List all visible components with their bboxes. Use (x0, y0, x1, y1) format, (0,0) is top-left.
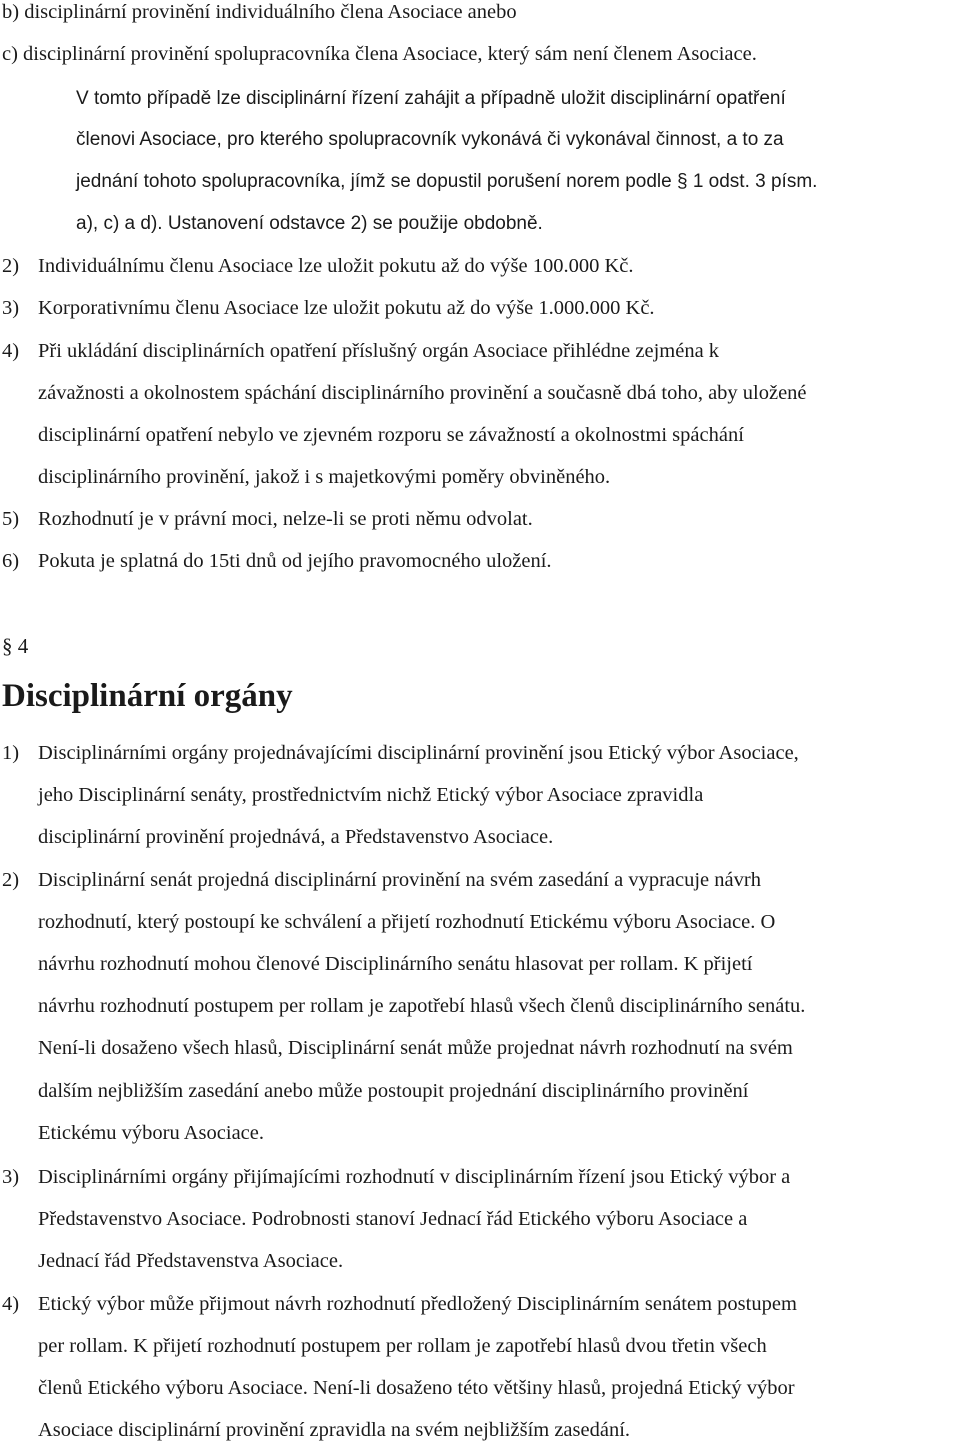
intro-line: a), c) a d). Ustanovení odstavce 2) se použije obdobně. (76, 213, 543, 234)
paragraph-line: Disciplinární senát projedná disciplinární provinění na svém zasedání a vypracuje návrh (38, 869, 761, 891)
intro-line: V tomto případě lze disciplinární řízení zahájit a případně uložit disciplinární opatření (76, 88, 786, 109)
paragraph-line: Pokuta je splatná do 15ti dnů od jejího pravomocného uložení. (38, 550, 552, 572)
section-number: § 4 (2, 634, 29, 658)
paragraph-line: Etický výbor může přijmout návrh rozhodnutí předložený Disciplinárním senátem postupem (38, 1293, 797, 1315)
list-item-b: b) disciplinární provinění individuálního člena Asociace anebo (2, 1, 517, 23)
section-title: Disciplinární orgány (2, 678, 293, 714)
paragraph-line: dalším nejbližším zasedání anebo může postoupit projednání disciplinárního provinění (38, 1080, 749, 1102)
paragraph-line: disciplinární opatření nebylo ve zjevném rozporu se závažností a okolnostmi spáchání (38, 424, 744, 446)
paragraph-line: disciplinárního provinění, jakož i s majetkovými poměry obviněného. (38, 466, 611, 488)
paragraph-line: Představenstvo Asociace. Podrobnosti stanoví Jednací řád Etického výboru Asociace a (38, 1208, 748, 1230)
paragraph-number: 1) (2, 742, 20, 764)
paragraph-line: členů Etického výboru Asociace. Není-li dosaženo této většiny hlasů, projedná Etický výbor (38, 1377, 795, 1399)
paragraph-line: per rollam. K přijetí rozhodnutí postupem per rollam je zapotřebí hlasů dvou třetin všech (38, 1335, 767, 1357)
paragraph-line: rozhodnutí, který postoupí ke schválení a přijetí rozhodnutí Etickému výboru Asociace. O (38, 911, 776, 933)
paragraph-line: Individuálnímu členu Asociace lze uložit pokutu až do výše 100.000 Kč. (38, 255, 634, 277)
paragraph-line: návrhu rozhodnutí postupem per rollam je zapotřebí hlasů všech členů disciplinárního senátu. (38, 995, 806, 1017)
paragraph-line: návrhu rozhodnutí mohou členové Disciplinárního senátu hlasovat per rollam. K přijetí (38, 953, 753, 975)
paragraph-number: 5) (2, 508, 20, 530)
paragraph-line: jeho Disciplinární senáty, prostřednictvím nichž Etický výbor Asociace zpravidla (38, 784, 704, 806)
paragraph-line: Etickému výboru Asociace. (38, 1122, 265, 1144)
paragraph-number: 4) (2, 340, 20, 362)
paragraph-number: 3) (2, 297, 20, 319)
paragraph-number: 6) (2, 550, 20, 572)
paragraph-line: Disciplinárními orgány projednávajícími disciplinární provinění jsou Etický výbor Asociace, (38, 742, 799, 764)
list-item-c: c) disciplinární provinění spolupracovníka člena Asociace, který sám není členem Asociace. (2, 43, 757, 65)
paragraph-line: Rozhodnutí je v právní moci, nelze-li se proti němu odvolat. (38, 508, 533, 530)
intro-line: jednání tohoto spolupracovníka, jímž se dopustil porušení norem podle § 1 odst. 3 písm. (76, 171, 818, 192)
paragraph-number: 2) (2, 255, 20, 277)
paragraph-line: Asociace disciplinární provinění zpravidla na svém nejbližším zasedání. (38, 1419, 631, 1441)
paragraph-number: 2) (2, 869, 20, 891)
paragraph-line: Není-li dosaženo všech hlasů, Disciplinární senát může projednat návrh rozhodnutí na svém (38, 1037, 793, 1059)
paragraph-line: Disciplinárními orgány přijímajícími rozhodnutí v disciplinárním řízení jsou Etický výbor a (38, 1166, 791, 1188)
intro-line: členovi Asociace, pro kterého spolupracovník vykonává či vykonával činnost, a to za (76, 129, 784, 150)
paragraph-number: 4) (2, 1293, 20, 1315)
paragraph-line: Korporativnímu členu Asociace lze uložit pokutu až do výše 1.000.000 Kč. (38, 297, 655, 319)
paragraph-line: Při ukládání disciplinárních opatření příslušný orgán Asociace přihlédne zejména k (38, 340, 720, 362)
paragraph-line: Jednací řád Představenstva Asociace. (38, 1250, 344, 1272)
paragraph-line: závažnosti a okolnostem spáchání disciplinárního provinění a současně dbá toho, aby uložené (38, 382, 807, 404)
paragraph-line: disciplinární provinění projednává, a Představenstvo Asociace. (38, 826, 554, 848)
paragraph-number: 3) (2, 1166, 20, 1188)
